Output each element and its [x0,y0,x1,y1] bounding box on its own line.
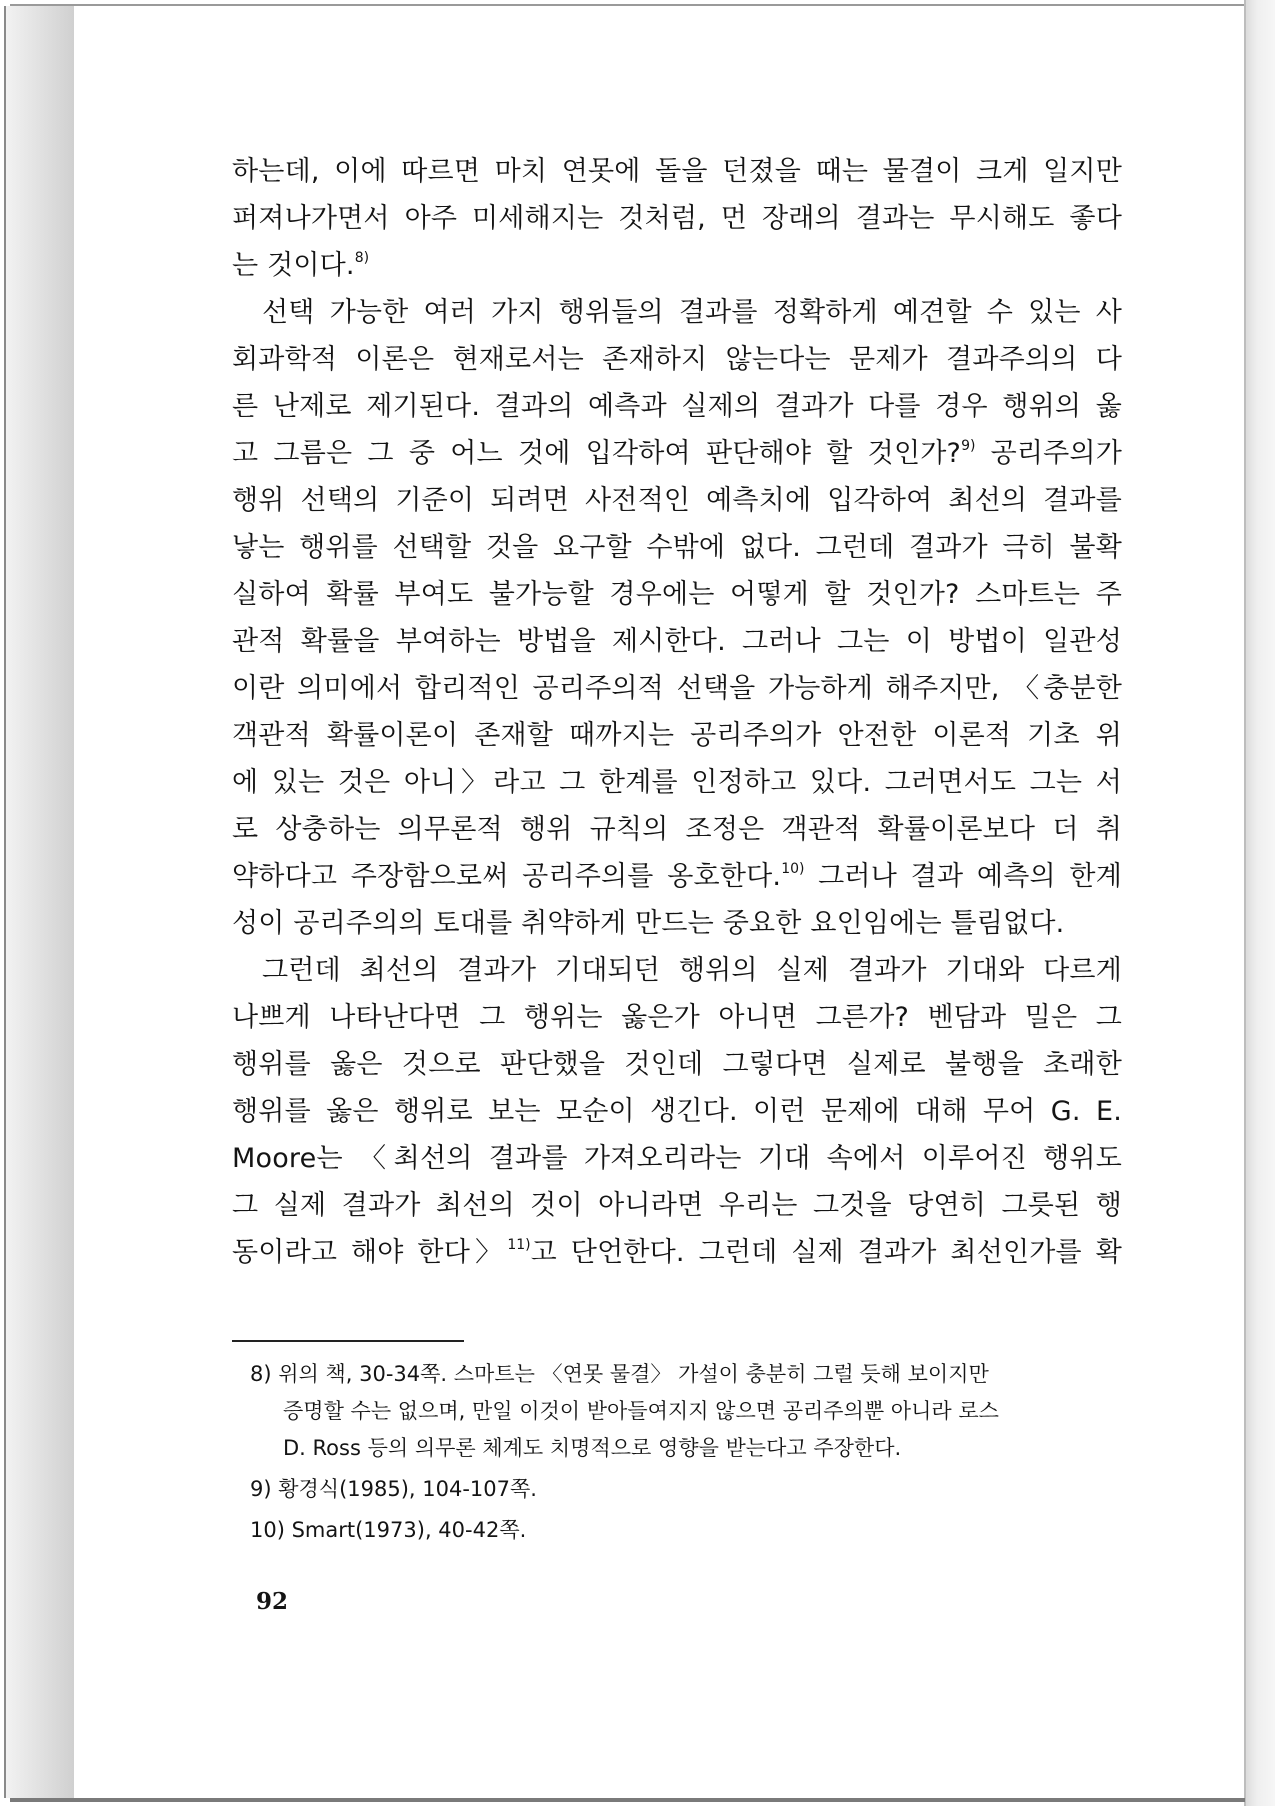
page-bottom-edge [10,1798,1245,1802]
body-line: 이란 의미에서 합리적인 공리주의적 선택을 가능하게 해주지만, 〈충분한 [232,673,1122,704]
footnote-8: 8) 위의 책, 30-34쪽. 스마트는 〈연못 물결〉 가설이 충분히 그럴 듯해 보이지만 [250,1362,989,1386]
binding-gutter [1244,0,1275,1806]
footnote-8-continued: 증명할 수는 없으며, 만일 이것이 받아들여지지 않으면 공리주의뿐 아니라 로스 [283,1399,999,1423]
footnotes [250,1356,1120,1549]
body-line-text: 동이라고 해야 한다〉 [232,1237,508,1268]
page-stack-edge [4,6,78,1798]
body-line: 른 난제로 제기된다. 결과의 예측과 실제의 결과가 다를 경우 행위의 옳 [232,391,1122,422]
body-line: 객관적 확률이론이 존재할 때까지는 공리주의가 안전한 이론적 기초 위 [232,720,1122,751]
body-line: 그 실제 결과가 최선의 것이 아니라면 우리는 그것을 당연히 그릇된 행 [232,1190,1122,1221]
footnote-8-continued: D. Ross 등의 의무론 체계도 치명적으로 영향을 받는다고 주장한다. [283,1436,902,1460]
body-line-text: 약하다고 주장함으로써 공리주의를 옹호한다. [232,861,782,892]
body-line: 에 있는 것은 아니〉라고 그 한계를 인정하고 있다. 그러면서도 그는 서 [232,767,1122,798]
footnote-separator [232,1340,464,1342]
body-line: 그런데 최선의 결과가 기대되던 행위의 실제 결과가 기대와 다르게 [262,955,1122,986]
body-line: 관적 확률을 부여하는 방법을 제시한다. 그러나 그는 이 방법이 일관성 [232,626,1122,657]
body-line [232,853,1122,900]
footnote-ref-9[interactable]: 9) [961,438,976,454]
footnote-ref-11[interactable]: 11) [507,1237,531,1253]
body-line: 로 상충하는 의무론적 행위 규칙의 조정은 객관적 확률이론보다 더 취 [232,814,1122,845]
body-line-text: 그러나 결과 예측의 한계 [804,861,1122,892]
body-line: 실하여 확률 부여도 불가능할 경우에는 어떻게 할 것인가? 스마트는 주 [232,579,1122,610]
body-line: 성이 공리주의의 토대를 취약하게 만드는 중요한 요인임에는 틀림없다. [232,908,1065,939]
body-line: 행위 선택의 기준이 되려면 사전적인 예측치에 입각하여 최선의 결과를 [232,485,1122,516]
body-line: 퍼져나가면서 아주 미세해지는 것처럼, 먼 장래의 결과는 무시해도 좋다 [232,203,1122,234]
body-line: 선택 가능한 여러 가지 행위들의 결과를 정확하게 예견할 수 있는 사 [262,297,1122,328]
body-line [232,242,1122,289]
body-line-text: 는 것이다. [232,250,355,281]
footnote-9: 9) 황경식(1985), 104-107쪽. [250,1477,537,1501]
footnote-ref-8[interactable]: 8) [354,250,370,266]
body-line [232,1229,1122,1276]
body-line-text: 고 단언한다. 그런데 실제 결과가 최선인가를 확 [530,1237,1122,1268]
page-number: 92 [256,1588,289,1615]
body-line: 행위를 옳은 행위로 보는 모순이 생긴다. 이런 문제에 대해 무어 G. E. [232,1096,1122,1127]
body-line: 행위를 옳은 것으로 판단했을 것인데 그렇다면 실제로 불행을 초래한 [232,1049,1122,1080]
footnote-10: 10) Smart(1973), 40-42쪽. [250,1518,527,1542]
body-text [232,148,1122,1276]
body-line-text: 공리주의가 [975,438,1122,469]
body-line: 낳는 행위를 선택할 것을 요구할 수밖에 없다. 그런데 결과가 극히 불확 [232,532,1122,563]
body-line: 하는데, 이에 따르면 마치 연못에 돌을 던졌을 때는 물결이 크게 일지만 [232,156,1122,187]
footnote-ref-10[interactable]: 10) [781,861,805,877]
body-line: Moore는 〈최선의 결과를 가져오리라는 기대 속에서 이루어진 행위도 [232,1143,1122,1174]
body-line: 회과학적 이론은 현재로서는 존재하지 않는다는 문제가 결과주의의 다 [232,344,1122,375]
body-line [232,430,1122,477]
body-line: 나쁘게 나타난다면 그 행위는 옳은가 아니면 그른가? 벤담과 밀은 그 [232,1002,1122,1033]
body-line-text: 고 그름은 그 중 어느 것에 입각하여 판단해야 할 것인가? [232,438,962,469]
